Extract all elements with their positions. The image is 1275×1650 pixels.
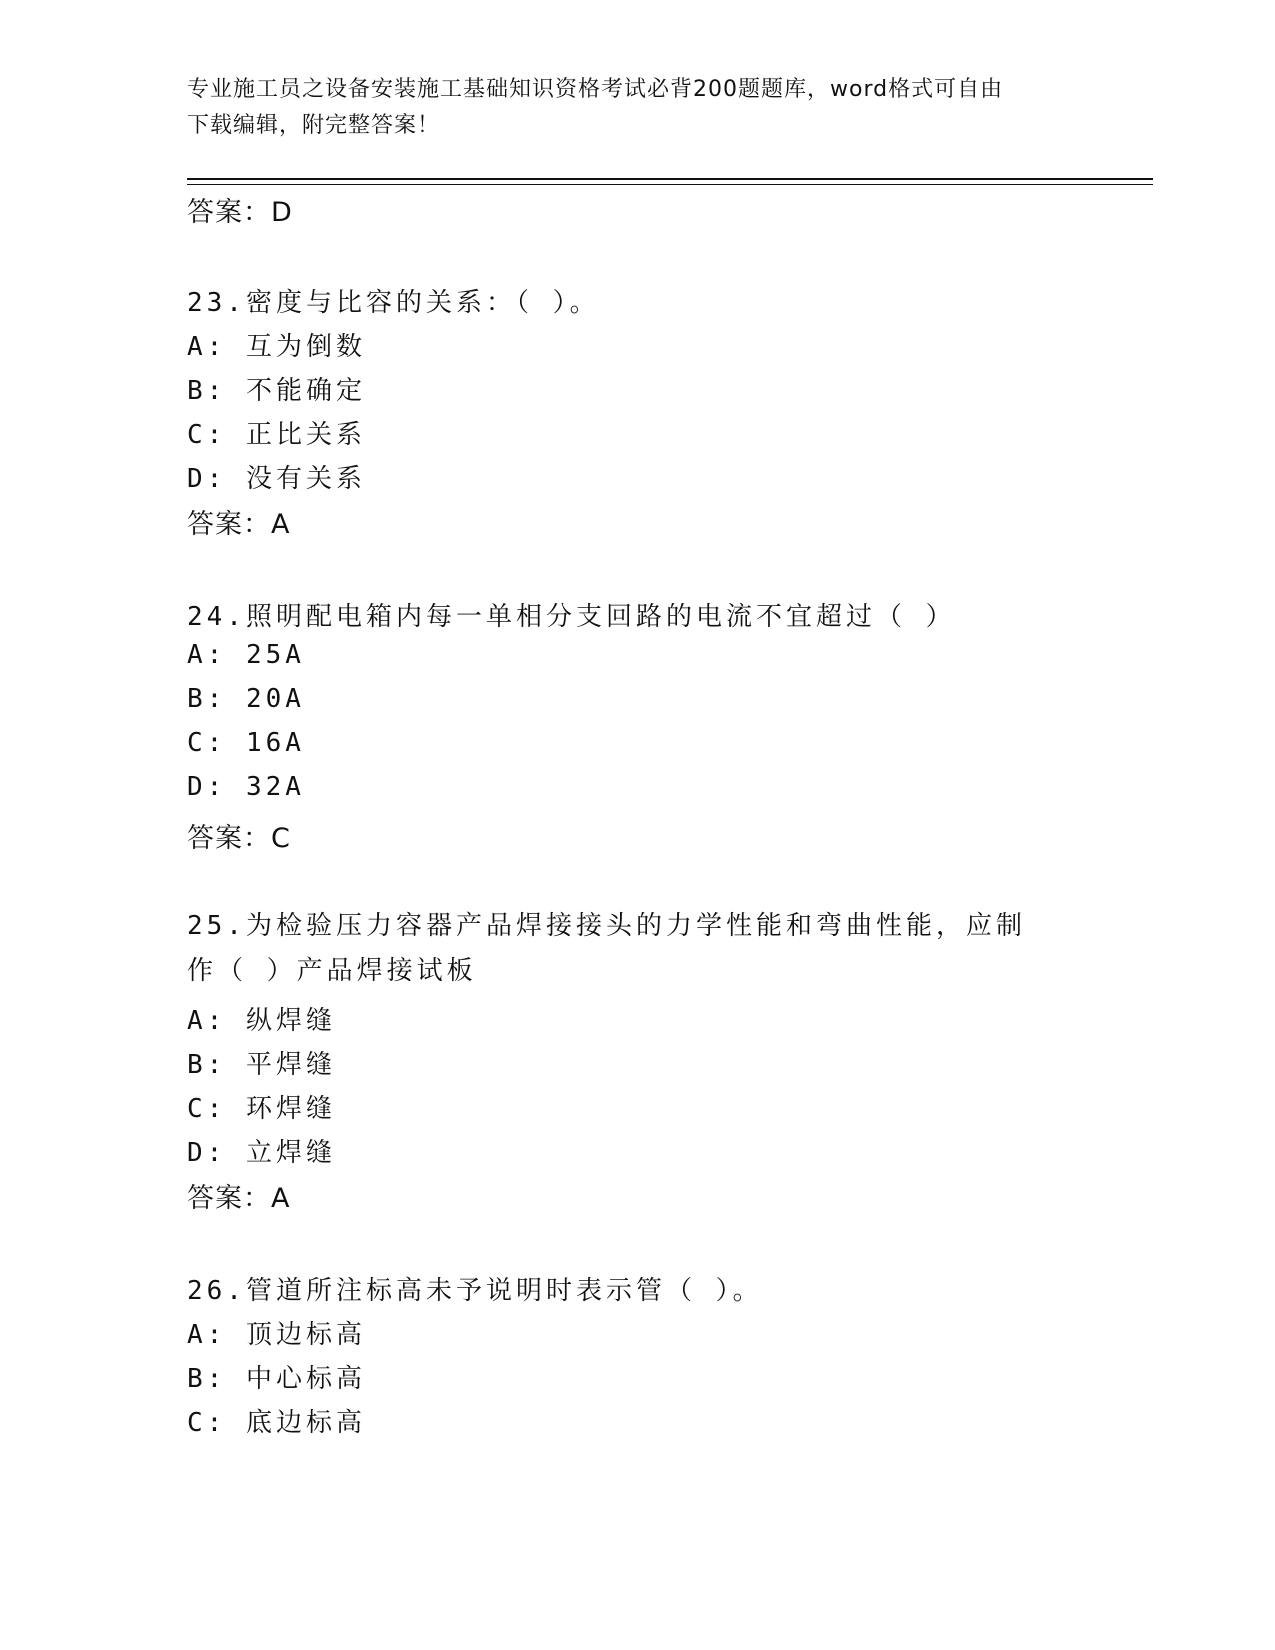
question-23-option-b: B: 不能确定	[187, 376, 366, 406]
question-23-option-d: D: 没有关系	[187, 464, 366, 494]
question-23-option-a: A: 互为倒数	[187, 332, 366, 362]
question-25-option-d: D: 立焊缝	[187, 1138, 336, 1168]
question-26-stem: 26.管道所注标高未予说明时表示管（ ）。	[187, 1276, 763, 1306]
question-25-option-a: A: 纵焊缝	[187, 1006, 336, 1036]
question-26-option-a: A: 顶边标高	[187, 1320, 366, 1350]
question-24-option-b: B: 20A	[187, 684, 305, 714]
document-header	[187, 72, 1087, 144]
question-23-stem: 23.密度与比容的关系：（ ）。	[187, 288, 600, 318]
header-line-1: 专业施工员之设备安装施工基础知识资格考试必背200题题库，word格式可自由	[187, 77, 1004, 102]
question-25-answer: 答案：A	[187, 1183, 291, 1214]
question-24-option-d: D: 32A	[187, 772, 305, 802]
question-25-option-b: B: 平焊缝	[187, 1050, 336, 1080]
question-26-option-b: B: 中心标高	[187, 1364, 366, 1394]
answer-previous: 答案：D	[187, 197, 293, 228]
header-line-2: 下载编辑，附完整答案！	[187, 113, 441, 138]
question-25-stem: 25.为检验压力容器产品焊接接头的力学性能和弯曲性能，应制作（ ）产品焊接试板	[187, 911, 1026, 986]
question-24-option-c: C: 16A	[187, 728, 305, 758]
question-24-answer: 答案：C	[187, 823, 291, 854]
question-26-option-c: C: 底边标高	[187, 1408, 366, 1438]
question-23-option-c: C: 正比关系	[187, 420, 366, 450]
question-25-option-c: C: 环焊缝	[187, 1094, 336, 1124]
question-24-stem: 24.照明配电箱内每一单相分支回路的电流不宜超过（ ）	[187, 602, 956, 632]
header-divider-thick	[187, 178, 1153, 180]
header-divider-thin	[187, 184, 1153, 185]
question-24-option-a: A: 25A	[187, 640, 305, 670]
question-23-answer: 答案：A	[187, 509, 291, 540]
